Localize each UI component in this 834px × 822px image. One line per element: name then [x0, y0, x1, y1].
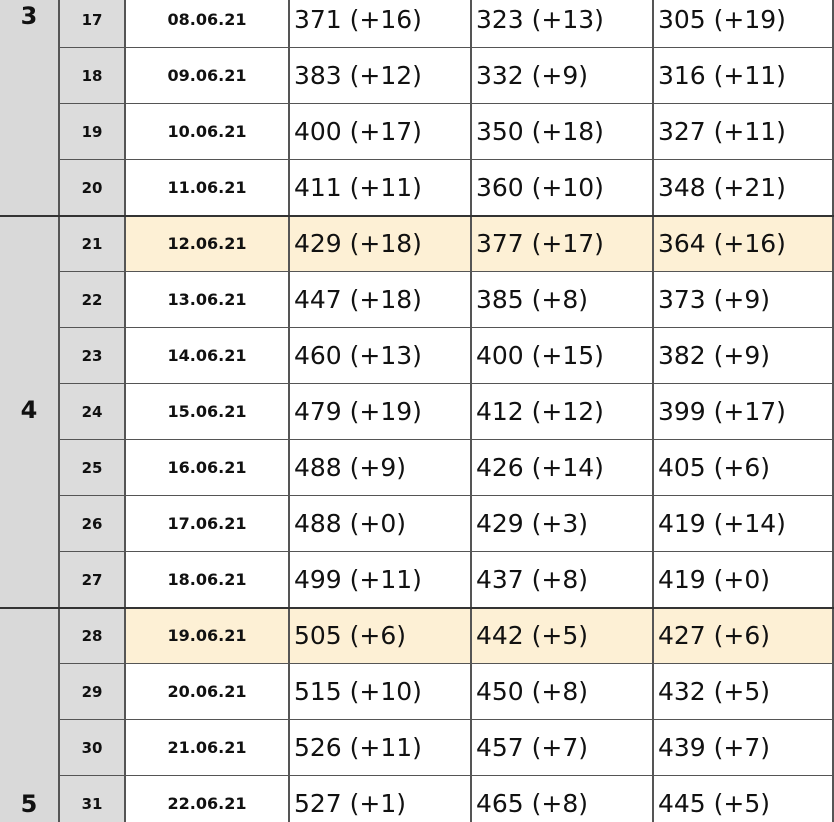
value-cell-3: 348 (+21) — [654, 160, 834, 216]
table-row-highlighted — [60, 608, 834, 664]
date-cell: 09.06.21 — [126, 48, 290, 104]
week-cell-3 — [0, 0, 60, 216]
date-cell: 12.06.21 — [126, 216, 290, 272]
value-cell-1: 526 (+11) — [290, 720, 472, 776]
value-cell-3: 419 (+0) — [654, 552, 834, 608]
table-row — [60, 328, 834, 384]
value-cell-1: 479 (+19) — [290, 384, 472, 440]
value-cell-2: 323 (+13) — [472, 0, 654, 48]
week-label: 5 — [20, 790, 38, 818]
value-cell-1: 447 (+18) — [290, 272, 472, 328]
date-cell: 17.06.21 — [126, 496, 290, 552]
day-number-cell: 28 — [60, 608, 126, 664]
day-number-cell: 30 — [60, 720, 126, 776]
value-cell-1: 515 (+10) — [290, 664, 472, 720]
value-cell-2: 450 (+8) — [472, 664, 654, 720]
value-cell-3: 432 (+5) — [654, 664, 834, 720]
table-row — [60, 664, 834, 720]
date-cell: 15.06.21 — [126, 384, 290, 440]
date-cell: 21.06.21 — [126, 720, 290, 776]
value-cell-3: 427 (+6) — [654, 608, 834, 664]
day-number-cell: 29 — [60, 664, 126, 720]
table-row — [60, 776, 834, 822]
value-cell-3: 445 (+5) — [654, 776, 834, 822]
value-cell-3: 305 (+19) — [654, 0, 834, 48]
value-cell-3: 439 (+7) — [654, 720, 834, 776]
value-cell-2: 465 (+8) — [472, 776, 654, 822]
date-cell: 14.06.21 — [126, 328, 290, 384]
date-cell: 20.06.21 — [126, 664, 290, 720]
value-cell-3: 419 (+14) — [654, 496, 834, 552]
day-number-cell: 25 — [60, 440, 126, 496]
value-cell-2: 377 (+17) — [472, 216, 654, 272]
value-cell-2: 400 (+15) — [472, 328, 654, 384]
table-row — [60, 160, 834, 216]
date-cell: 22.06.21 — [126, 776, 290, 822]
day-number-cell: 22 — [60, 272, 126, 328]
table-row — [60, 272, 834, 328]
date-cell: 08.06.21 — [126, 0, 290, 48]
day-number-cell: 24 — [60, 384, 126, 440]
value-cell-2: 360 (+10) — [472, 160, 654, 216]
value-cell-1: 411 (+11) — [290, 160, 472, 216]
table-row — [60, 48, 834, 104]
day-number-cell: 27 — [60, 552, 126, 608]
day-number-cell: 21 — [60, 216, 126, 272]
value-cell-3: 405 (+6) — [654, 440, 834, 496]
day-number-cell: 31 — [60, 776, 126, 822]
week-separator — [0, 215, 834, 217]
week-separator — [0, 607, 834, 609]
table-row — [60, 384, 834, 440]
week-cell-5 — [0, 608, 60, 822]
day-number-cell: 23 — [60, 328, 126, 384]
table-row — [60, 440, 834, 496]
day-number-cell: 26 — [60, 496, 126, 552]
value-cell-2: 437 (+8) — [472, 552, 654, 608]
value-cell-3: 382 (+9) — [654, 328, 834, 384]
value-cell-2: 457 (+7) — [472, 720, 654, 776]
day-number-cell: 18 — [60, 48, 126, 104]
day-number-cell: 17 — [60, 0, 126, 48]
value-cell-3: 399 (+17) — [654, 384, 834, 440]
value-cell-1: 505 (+6) — [290, 608, 472, 664]
value-cell-3: 373 (+9) — [654, 272, 834, 328]
value-cell-1: 527 (+1) — [290, 776, 472, 822]
value-cell-3: 364 (+16) — [654, 216, 834, 272]
week-label: 4 — [20, 396, 38, 424]
value-cell-3: 327 (+11) — [654, 104, 834, 160]
week-cell-4 — [0, 216, 60, 608]
table-row — [60, 104, 834, 160]
value-cell-1: 488 (+0) — [290, 496, 472, 552]
value-cell-2: 412 (+12) — [472, 384, 654, 440]
week-label: 3 — [20, 2, 38, 30]
date-cell: 10.06.21 — [126, 104, 290, 160]
value-cell-1: 371 (+16) — [290, 0, 472, 48]
table-row — [60, 552, 834, 608]
value-cell-3: 316 (+11) — [654, 48, 834, 104]
value-cell-1: 383 (+12) — [290, 48, 472, 104]
value-cell-1: 460 (+13) — [290, 328, 472, 384]
date-cell: 13.06.21 — [126, 272, 290, 328]
value-cell-2: 442 (+5) — [472, 608, 654, 664]
date-cell: 11.06.21 — [126, 160, 290, 216]
table-row — [60, 496, 834, 552]
day-number-cell: 20 — [60, 160, 126, 216]
value-cell-2: 385 (+8) — [472, 272, 654, 328]
value-cell-2: 426 (+14) — [472, 440, 654, 496]
value-cell-2: 332 (+9) — [472, 48, 654, 104]
value-cell-1: 429 (+18) — [290, 216, 472, 272]
table-row-highlighted — [60, 216, 834, 272]
date-cell: 16.06.21 — [126, 440, 290, 496]
value-cell-1: 400 (+17) — [290, 104, 472, 160]
date-cell: 19.06.21 — [126, 608, 290, 664]
value-cell-2: 429 (+3) — [472, 496, 654, 552]
table-row — [60, 720, 834, 776]
date-cell: 18.06.21 — [126, 552, 290, 608]
value-cell-1: 488 (+9) — [290, 440, 472, 496]
day-number-cell: 19 — [60, 104, 126, 160]
value-cell-2: 350 (+18) — [472, 104, 654, 160]
table-row — [60, 0, 834, 48]
value-cell-1: 499 (+11) — [290, 552, 472, 608]
